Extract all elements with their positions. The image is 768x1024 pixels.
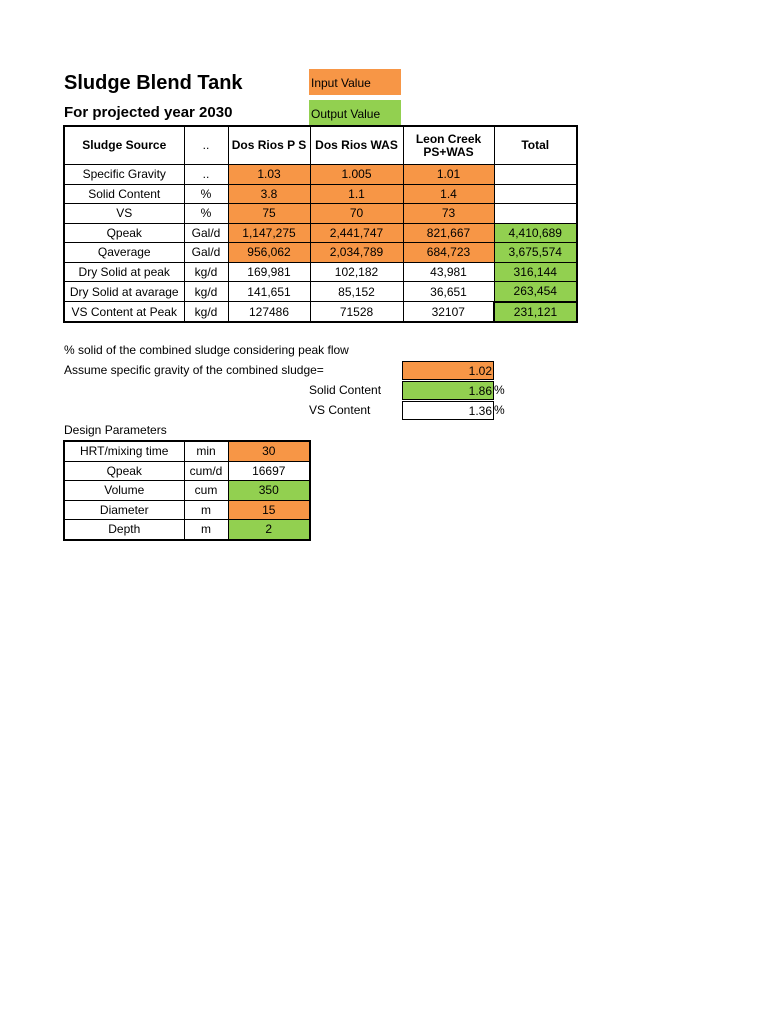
vs-content-label: VS Content [309,403,371,417]
table-row [64,223,577,243]
value-cell[interactable]: 169,981 [228,262,310,282]
row-unit[interactable]: Gal/d [184,223,228,243]
row-unit[interactable]: % [184,184,228,204]
table-row [64,282,577,302]
row-label[interactable]: Dry Solid at avarage [64,282,184,302]
value-cell[interactable]: 43,981 [403,262,494,282]
value-cell[interactable]: 36,651 [403,282,494,302]
input-cell[interactable]: 1.03 [228,165,310,185]
total-cell[interactable] [494,204,577,224]
sheet-subtitle: For projected year 2030 [64,104,233,121]
table-row [64,184,577,204]
param-value[interactable]: 2 [228,520,310,540]
total-cell[interactable]: 3,675,574 [494,243,577,263]
input-cell[interactable]: 1.4 [403,184,494,204]
vs-content-percent: % [494,403,505,417]
solid-content-label: Solid Content [309,383,382,397]
param-label[interactable]: HRT/mixing time [64,441,184,461]
table-row [64,481,310,501]
combined-sludge-note: % solid of the combined sludge considering peak flow [64,343,349,357]
table-row [64,461,310,481]
header-dos-rios-ps: Dos Rios P S [228,126,310,165]
table-row [64,262,577,282]
param-value[interactable]: 15 [228,500,310,520]
row-label[interactable]: Qaverage [64,243,184,263]
input-cell[interactable]: 2,441,747 [310,223,403,243]
input-cell[interactable]: 2,034,789 [310,243,403,263]
total-cell[interactable]: 263,454 [494,282,577,302]
table-row [64,441,310,461]
param-value[interactable]: 30 [228,441,310,461]
table-row [64,165,577,185]
table-row [64,500,310,520]
total-cell[interactable] [494,184,577,204]
header-leon-creek: Leon Creek PS+WAS [403,126,494,165]
total-cell[interactable]: 4,410,689 [494,223,577,243]
input-cell[interactable]: 73 [403,204,494,224]
total-cell[interactable]: 231,121 [494,302,577,323]
combined-vs-content-cell[interactable]: 1.36 [402,401,494,420]
header-sludge-source: Sludge Source [64,126,184,165]
row-label[interactable]: VS Content at Peak [64,302,184,323]
row-label[interactable]: VS [64,204,184,224]
input-cell[interactable]: 1.1 [310,184,403,204]
param-unit[interactable]: cum/d [184,461,228,481]
value-cell[interactable]: 141,651 [228,282,310,302]
sheet-title: Sludge Blend Tank [64,72,243,94]
param-label[interactable]: Qpeak [64,461,184,481]
param-label[interactable]: Volume [64,481,184,501]
total-cell[interactable] [494,165,577,185]
sludge-source-table [63,125,578,323]
row-label[interactable]: Qpeak [64,223,184,243]
row-label[interactable]: Solid Content [64,184,184,204]
row-unit[interactable]: kg/d [184,302,228,323]
row-unit[interactable]: % [184,204,228,224]
input-cell[interactable]: 956,062 [228,243,310,263]
row-label[interactable]: Specific Gravity [64,165,184,185]
value-cell[interactable]: 127486 [228,302,310,323]
specific-gravity-assumption-label: Assume specific gravity of the combined sludge= [64,363,324,377]
solid-content-percent: % [494,383,505,397]
input-cell[interactable]: 70 [310,204,403,224]
input-cell[interactable]: 1.01 [403,165,494,185]
table-row [64,302,577,323]
combined-specific-gravity-cell[interactable]: 1.02 [402,361,494,380]
value-cell[interactable]: 71528 [310,302,403,323]
row-label[interactable]: Dry Solid at peak [64,262,184,282]
design-parameters-heading: Design Parameters [64,423,167,437]
row-unit[interactable]: Gal/d [184,243,228,263]
value-cell[interactable]: 32107 [403,302,494,323]
param-unit[interactable]: m [184,520,228,540]
table-row [64,520,310,540]
input-cell[interactable]: 1,147,275 [228,223,310,243]
total-cell[interactable]: 316,144 [494,262,577,282]
header-total: Total [494,126,577,165]
input-cell[interactable]: 821,667 [403,223,494,243]
row-unit[interactable]: kg/d [184,262,228,282]
legend-input-value: Input Value [309,69,401,95]
design-parameters-table [63,440,311,541]
legend-output-value: Output Value [309,100,401,126]
param-value[interactable]: 16697 [228,461,310,481]
header-dos-rios-was: Dos Rios WAS [310,126,403,165]
input-cell[interactable]: 684,723 [403,243,494,263]
value-cell[interactable]: 102,182 [310,262,403,282]
value-cell[interactable]: 85,152 [310,282,403,302]
input-cell[interactable]: 3.8 [228,184,310,204]
table-row [64,243,577,263]
param-value[interactable]: 350 [228,481,310,501]
input-cell[interactable]: 75 [228,204,310,224]
table-header-row [64,126,577,165]
row-unit[interactable]: kg/d [184,282,228,302]
row-unit[interactable]: .. [184,165,228,185]
table-row [64,204,577,224]
param-unit[interactable]: min [184,441,228,461]
param-label[interactable]: Diameter [64,500,184,520]
combined-solid-content-cell[interactable]: 1.86 [402,381,494,400]
input-cell[interactable]: 1.005 [310,165,403,185]
param-unit[interactable]: cum [184,481,228,501]
param-label[interactable]: Depth [64,520,184,540]
param-unit[interactable]: m [184,500,228,520]
header-unit: .. [184,126,228,165]
